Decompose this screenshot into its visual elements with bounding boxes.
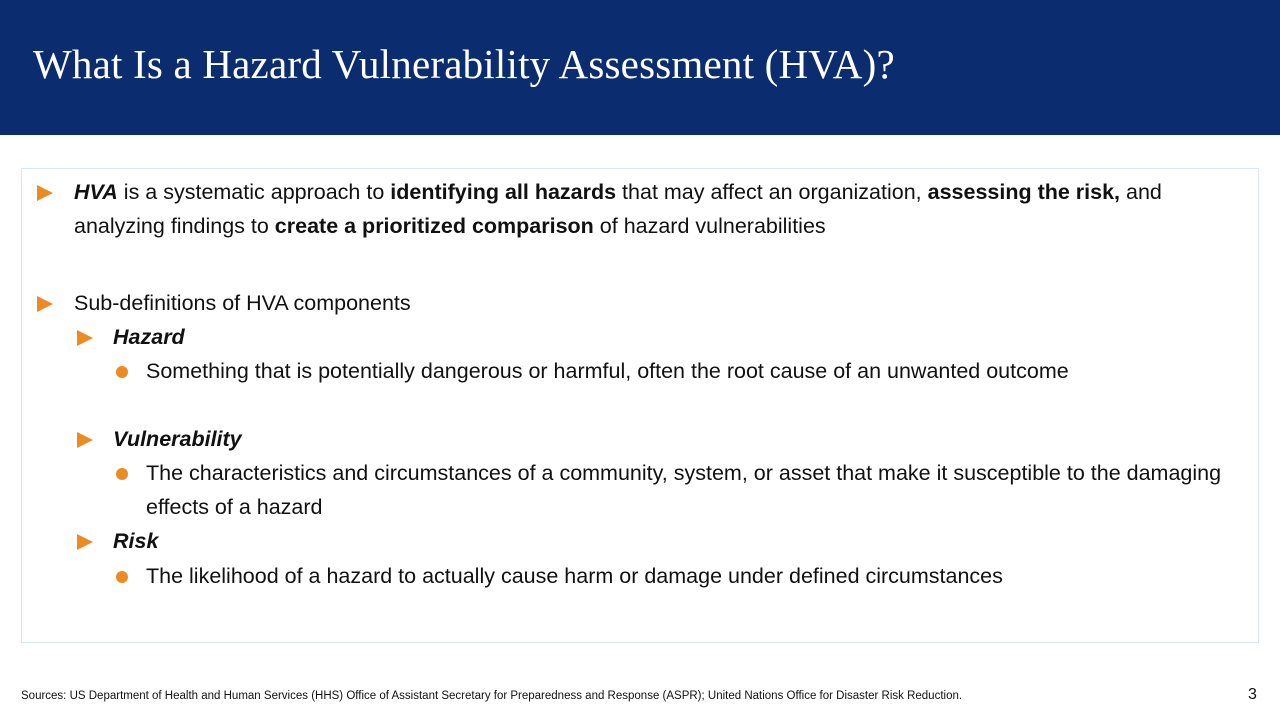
definition-risk: The likelihood of a hazard to actually cause harm or damage under defined circumstances bbox=[146, 564, 1003, 588]
sources-footnote: Sources: US Department of Health and Human Services (HHS) Office of Assistant Secretary for Preparedness and Response (ASPR); United Nations Office for Disaster Risk Reduction. bbox=[21, 690, 963, 702]
definition-vulnerability: The characteristics and circumstances of a community, system, or asset that make it susceptible to the damaging effects of a hazard bbox=[146, 461, 1222, 519]
emphasis: assessing the risk, bbox=[927, 180, 1121, 204]
title-bar bbox=[0, 0, 1280, 135]
term-vulnerability: Vulnerability bbox=[113, 427, 242, 451]
definition-hazard: Something that is potentially dangerous or harmful, often the root cause of an unwanted outcome bbox=[146, 359, 1069, 383]
text: is a systematic approach to bbox=[117, 180, 391, 204]
text: and analyzing findings to bbox=[74, 180, 1162, 238]
sub-definitions-heading: Sub-definitions of HVA components bbox=[74, 291, 411, 315]
triangle-bullet-icon bbox=[77, 330, 93, 346]
hva-term: HVA bbox=[74, 180, 118, 204]
triangle-bullet-icon bbox=[77, 534, 93, 550]
triangle-bullet-icon bbox=[77, 432, 93, 448]
slide-title: What Is a Hazard Vulnerability Assessment (HVA)? bbox=[33, 41, 895, 87]
text: of hazard vulnerabilities bbox=[593, 214, 826, 238]
page-number: 3 bbox=[1248, 686, 1257, 703]
text: that may affect an organization, bbox=[616, 180, 928, 204]
triangle-bullet-icon bbox=[37, 185, 53, 201]
dot-bullet-icon bbox=[116, 571, 128, 583]
term-risk: Risk bbox=[113, 529, 159, 553]
hva-definition bbox=[74, 175, 1254, 243]
emphasis: identifying all hazards bbox=[390, 180, 617, 204]
dot-bullet-icon bbox=[116, 366, 128, 378]
triangle-bullet-icon bbox=[37, 296, 53, 312]
term-hazard: Hazard bbox=[113, 325, 185, 349]
emphasis: create a prioritized comparison bbox=[274, 214, 594, 238]
dot-bullet-icon bbox=[116, 468, 128, 480]
